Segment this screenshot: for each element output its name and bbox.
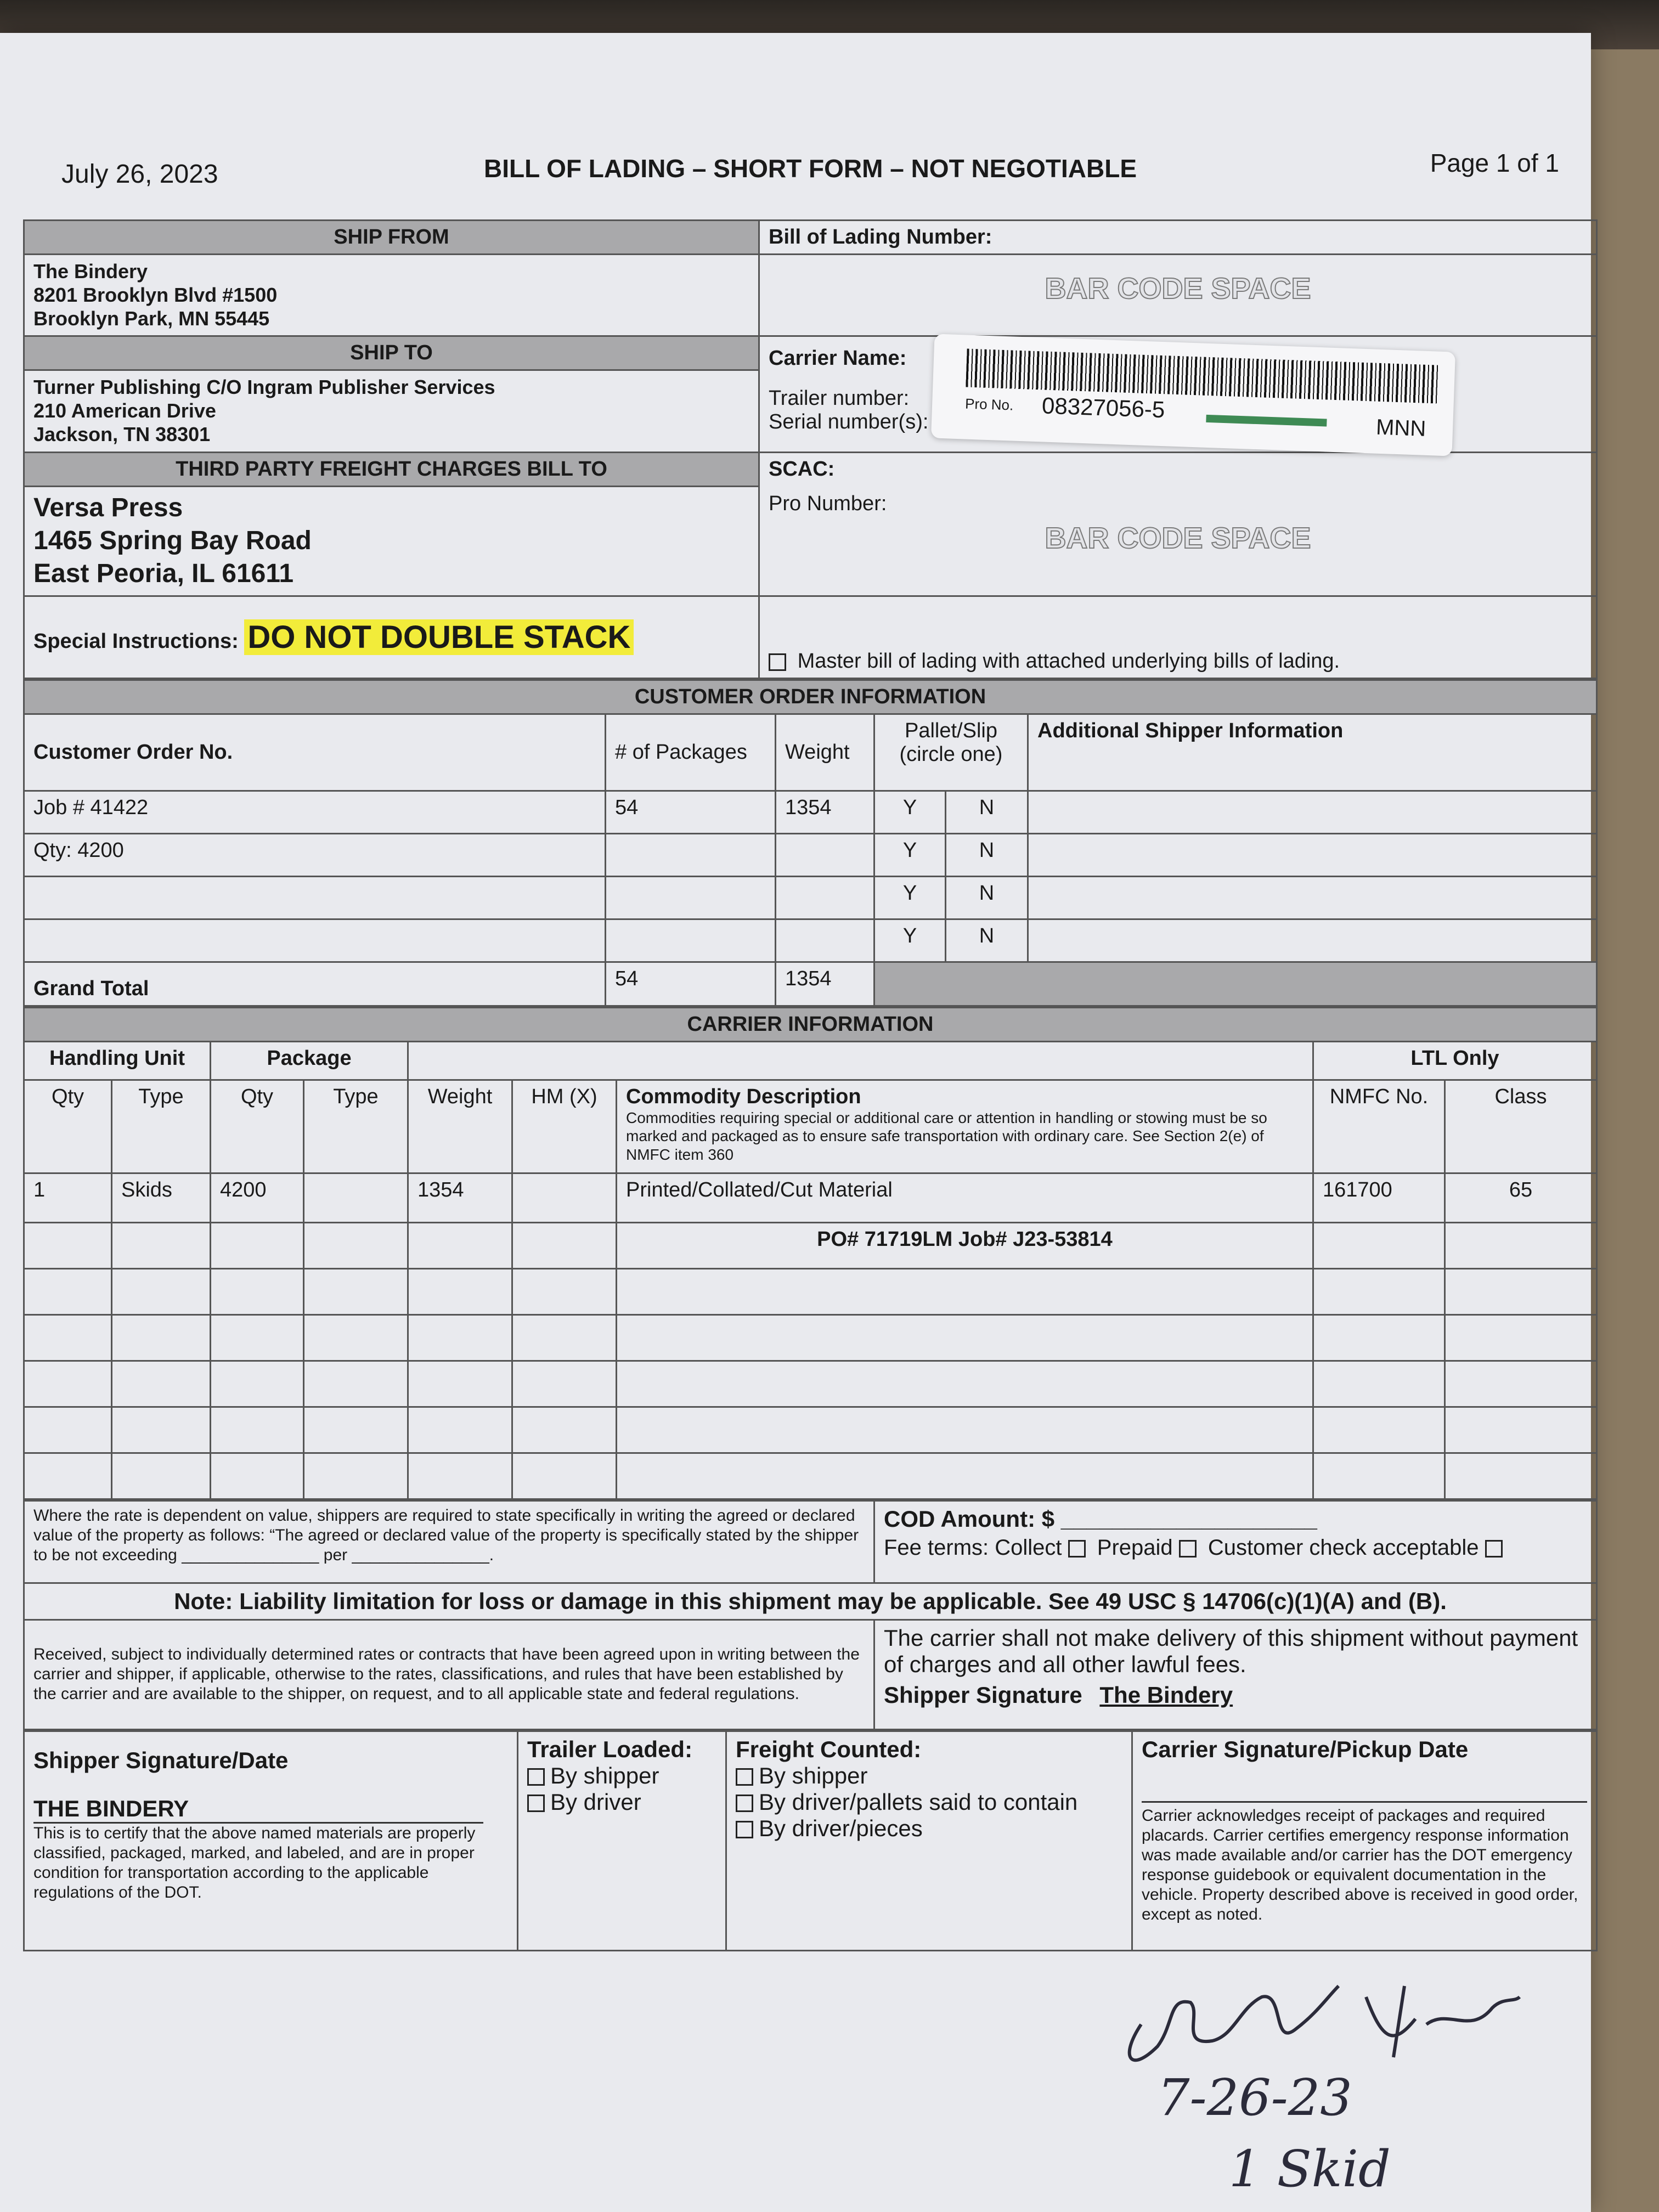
liability-note: Note: Liability limitation for loss or damage in this shipment may be applicable. See 49 USC § 14706(c)(1)(A) and (B). bbox=[24, 1583, 1597, 1620]
cod-amount: COD Amount: $ ____________________ bbox=[884, 1505, 1317, 1532]
freight-counted-label: Freight Counted: bbox=[736, 1736, 922, 1762]
pallet-yes: Y bbox=[874, 876, 946, 919]
shipper-sig-date-label: Shipper Signature/Date bbox=[33, 1747, 289, 1773]
ship-from-line2: 8201 Brooklyn Blvd #1500 bbox=[33, 284, 278, 307]
carrier-row bbox=[24, 1314, 1597, 1361]
weight-cell bbox=[776, 876, 874, 919]
customer-check-label: Customer check acceptable bbox=[1207, 1535, 1479, 1560]
order-row bbox=[24, 833, 1597, 876]
handwritten-date: 7-26-23 bbox=[1158, 2068, 1352, 2127]
bill-to-line2: 1465 Spring Bay Road bbox=[33, 526, 312, 555]
col-hu-qty: Qty bbox=[24, 1080, 112, 1173]
weight-cell bbox=[776, 919, 874, 962]
carrier-logo-stripe bbox=[1206, 415, 1327, 427]
col-packages: # of Packages bbox=[606, 714, 776, 791]
hu-type-cell: Skids bbox=[112, 1173, 211, 1222]
shipper-signature-value: The Bindery bbox=[1099, 1681, 1233, 1708]
trailer-by-shipper: By shipper bbox=[550, 1762, 659, 1788]
pallet-no: N bbox=[946, 791, 1028, 833]
fee-terms-collect: Fee terms: Collect bbox=[884, 1535, 1062, 1560]
weight-cell: 1354 bbox=[408, 1173, 512, 1222]
col-class: Class bbox=[1445, 1080, 1597, 1173]
pallet-no: N bbox=[946, 833, 1028, 876]
bol-barcode-space: BAR CODE SPACE bbox=[759, 255, 1597, 336]
carrier-delivery-cell bbox=[874, 1620, 1597, 1729]
col-pallet-slip: Pallet/Slip (circle one) bbox=[874, 714, 1028, 791]
pro-number-label: Pro Number: bbox=[769, 492, 887, 515]
fc-by-driver-pieces: By driver/pieces bbox=[759, 1815, 923, 1841]
fc-by-driver-pallets-checkbox[interactable] bbox=[736, 1795, 753, 1812]
order-cell bbox=[24, 876, 606, 919]
carrier-info-table bbox=[23, 1007, 1598, 1500]
carrier-row bbox=[24, 1407, 1597, 1453]
carrier-name-label: Carrier Name: bbox=[769, 346, 907, 370]
col-weight: Weight bbox=[408, 1080, 512, 1173]
package-header: Package bbox=[211, 1041, 408, 1080]
customer-check-checkbox[interactable] bbox=[1485, 1540, 1503, 1558]
pro-sticker-label: Pro No. bbox=[964, 395, 1014, 414]
trailer-number-label: Trailer number: bbox=[769, 386, 910, 410]
pro-sticker-number: 08327056-5 bbox=[1041, 392, 1166, 423]
document-date: July 26, 2023 bbox=[61, 160, 218, 189]
fc-by-shipper-checkbox[interactable] bbox=[736, 1768, 753, 1786]
special-instructions-label: Special Instructions: bbox=[33, 629, 239, 653]
shipper-signature-label: Shipper Signature bbox=[884, 1681, 1082, 1708]
third-party-heading: THIRD PARTY FREIGHT CHARGES BILL TO bbox=[24, 452, 759, 486]
carrier-row bbox=[24, 1268, 1597, 1314]
pallet-yes: Y bbox=[874, 919, 946, 962]
handwritten-skid-note: 1 Skid bbox=[1229, 2140, 1391, 2198]
blank-header bbox=[408, 1041, 1313, 1080]
ship-to-line1: Turner Publishing C/O Ingram Publisher Services bbox=[33, 375, 495, 398]
ship-from-line1: The Bindery bbox=[33, 260, 148, 283]
declared-value-text: Where the rate is dependent on value, shippers are required to state specifically in writing the agreed or declared value of the property as follows: “The agreed or declared value of the property is specifically stated by the shipper to be not exceeding _______________ per _______________. bbox=[24, 1500, 874, 1583]
nmfc-cell: 161700 bbox=[1313, 1173, 1445, 1222]
ltl-only-header: LTL Only bbox=[1313, 1041, 1597, 1080]
col-weight: Weight bbox=[776, 714, 874, 791]
prepaid-checkbox[interactable] bbox=[1179, 1540, 1197, 1558]
carrier-row bbox=[24, 1222, 1597, 1268]
commodity-title: Commodity Description bbox=[626, 1085, 861, 1108]
carrier-delivery-text: The carrier shall not make delivery of this shipment without payment of charges and all other lawful fees. bbox=[884, 1624, 1578, 1677]
pallet-yes: Y bbox=[874, 833, 946, 876]
pro-barcode-space: BAR CODE SPACE bbox=[1045, 521, 1311, 555]
master-bol-cell bbox=[759, 596, 1597, 678]
ship-to-line3: Jackson, TN 38301 bbox=[33, 422, 211, 445]
handling-unit-header: Handling Unit bbox=[24, 1041, 211, 1080]
col-commodity bbox=[617, 1080, 1313, 1173]
grand-total-packages: 54 bbox=[606, 962, 776, 1006]
pallet-yes: Y bbox=[874, 791, 946, 833]
packages-cell bbox=[606, 876, 776, 919]
pkg-type-cell bbox=[304, 1173, 408, 1222]
packages-cell: 54 bbox=[606, 791, 776, 833]
fc-by-shipper: By shipper bbox=[759, 1762, 868, 1788]
bill-to-line3: East Peoria, IL 61611 bbox=[33, 558, 294, 588]
master-bol-checkbox[interactable] bbox=[769, 653, 786, 671]
order-cell: Job # 41422 bbox=[24, 791, 606, 833]
pallet-no: N bbox=[946, 919, 1028, 962]
certify-text: This is to certify that the above named materials are properly classified, packaged, marked, and labeled, and are in proper condition for transportation according to the applicable regulations of the DOT. bbox=[33, 1824, 476, 1901]
additional-cell bbox=[1028, 833, 1597, 876]
bill-to-address bbox=[24, 486, 759, 596]
collect-checkbox[interactable] bbox=[1068, 1540, 1086, 1558]
customer-order-heading: CUSTOMER ORDER INFORMATION bbox=[24, 680, 1597, 714]
fc-by-driver-pallets: By driver/pallets said to contain bbox=[759, 1788, 1078, 1815]
ship-from-address bbox=[24, 255, 759, 336]
master-bol-text: Master bill of lading with attached underlying bills of lading. bbox=[797, 649, 1340, 673]
ship-to-address bbox=[24, 370, 759, 452]
po-job-cell: PO# 71719LM Job# J23-53814 bbox=[617, 1222, 1313, 1268]
packages-cell bbox=[606, 919, 776, 962]
bol-number-label: Bill of Lading Number: bbox=[759, 221, 1597, 255]
freight-counted-cell bbox=[726, 1731, 1132, 1950]
signature-table bbox=[23, 1730, 1598, 1951]
cod-cell bbox=[874, 1500, 1597, 1583]
col-customer-order: Customer Order No. bbox=[24, 714, 606, 791]
pro-sticker-code: MNN bbox=[1375, 415, 1426, 441]
received-text: Received, subject to individually determined rates or contracts that have been agreed upon in writing between the carrier and shipper, if applicable, otherwise to the rates, classifications, and rules that have been established by the carrier and are available to the shipper, on request, and to all applicable state and federal regulations. bbox=[24, 1620, 874, 1729]
bill-of-lading-page bbox=[0, 33, 1591, 2212]
trailer-loaded-cell bbox=[518, 1731, 726, 1950]
pro-number-sticker bbox=[931, 334, 1455, 456]
barcode-graphic bbox=[966, 349, 1438, 404]
carrier-sig-cell bbox=[1132, 1731, 1597, 1950]
document-title: BILL OF LADING – SHORT FORM – NOT NEGOTIABLE bbox=[483, 154, 1137, 183]
order-cell bbox=[24, 919, 606, 962]
grand-total-label: Grand Total bbox=[24, 962, 606, 1006]
col-hu-type: Type bbox=[112, 1080, 211, 1173]
class-cell: 65 bbox=[1445, 1173, 1597, 1222]
col-additional-info: Additional Shipper Information bbox=[1028, 714, 1597, 791]
document-header bbox=[23, 137, 1598, 219]
fee-terms bbox=[884, 1536, 1587, 1560]
ship-from-line3: Brooklyn Park, MN 55445 bbox=[33, 307, 270, 330]
order-cell: Qty: 4200 bbox=[24, 833, 606, 876]
ship-to-heading: SHIP TO bbox=[24, 336, 759, 370]
trailer-by-driver: By driver bbox=[550, 1788, 641, 1815]
weight-cell: 1354 bbox=[776, 791, 874, 833]
order-row bbox=[24, 791, 1597, 833]
handwritten-signature bbox=[1108, 1964, 1525, 2074]
additional-cell bbox=[1028, 791, 1597, 833]
col-pkg-type: Type bbox=[304, 1080, 408, 1173]
col-hm: HM (X) bbox=[512, 1080, 617, 1173]
value-cod-table bbox=[23, 1500, 1598, 1730]
hu-qty-cell: 1 bbox=[24, 1173, 112, 1222]
trailer-loaded-label: Trailer Loaded: bbox=[527, 1736, 693, 1762]
carrier-row bbox=[24, 1361, 1597, 1407]
scac-label: SCAC: bbox=[769, 457, 835, 481]
serial-number-label: Serial number(s): bbox=[769, 410, 929, 433]
page-number: Page 1 of 1 bbox=[1430, 149, 1559, 177]
grand-total-filler bbox=[874, 962, 1597, 1006]
description-cell: Printed/Collated/Cut Material bbox=[617, 1173, 1313, 1222]
weight-cell bbox=[776, 833, 874, 876]
grand-total-weight: 1354 bbox=[776, 962, 874, 1006]
additional-cell bbox=[1028, 876, 1597, 919]
order-row bbox=[24, 919, 1597, 962]
packages-cell bbox=[606, 833, 776, 876]
commodity-note: Commodities requiring special or additional care or attention in handling or stowing must be so marked and packaged as to ensure safe transportation with ordinary care. See Section 2(e) of NMFC item 360 bbox=[626, 1109, 1267, 1163]
hm-cell bbox=[512, 1173, 617, 1222]
special-instructions bbox=[24, 596, 759, 678]
carrier-sig-line bbox=[1142, 1763, 1587, 1803]
scac-pro-cell bbox=[759, 452, 1597, 596]
ship-to-line2: 210 American Drive bbox=[33, 399, 216, 422]
shipper-signature bbox=[884, 1682, 1587, 1708]
pallet-no: N bbox=[946, 876, 1028, 919]
carrier-ack-text: Carrier acknowledges receipt of packages and required placards. Carrier certifies emergency response information was made available and/or carrier has the DOT emergency response guidebook or equivalent documentation in the vehicle. Property described above is received in good order, except as noted. bbox=[1142, 1806, 1578, 1923]
trailer-by-driver-checkbox[interactable] bbox=[527, 1795, 545, 1812]
trailer-by-shipper-checkbox[interactable] bbox=[527, 1768, 545, 1786]
carrier-row bbox=[24, 1453, 1597, 1499]
fee-terms-prepaid: Prepaid bbox=[1097, 1535, 1173, 1560]
special-instructions-value: DO NOT DOUBLE STACK bbox=[244, 619, 634, 655]
order-row bbox=[24, 876, 1597, 919]
additional-cell bbox=[1028, 919, 1597, 962]
ship-from-heading: SHIP FROM bbox=[24, 221, 759, 255]
fc-by-driver-pieces-checkbox[interactable] bbox=[736, 1821, 753, 1838]
carrier-sig-label: Carrier Signature/Pickup Date bbox=[1142, 1736, 1469, 1762]
pkg-qty-cell: 4200 bbox=[211, 1173, 304, 1222]
carrier-row bbox=[24, 1173, 1597, 1222]
col-nmfc: NMFC No. bbox=[1313, 1080, 1445, 1173]
customer-order-table bbox=[23, 679, 1598, 1007]
shipper-sig-cell bbox=[24, 1731, 518, 1950]
bill-to-line1: Versa Press bbox=[33, 493, 183, 522]
shipper-name: THE BINDERY bbox=[33, 1796, 483, 1824]
col-pkg-qty: Qty bbox=[211, 1080, 304, 1173]
carrier-info-heading: CARRIER INFORMATION bbox=[24, 1007, 1597, 1041]
